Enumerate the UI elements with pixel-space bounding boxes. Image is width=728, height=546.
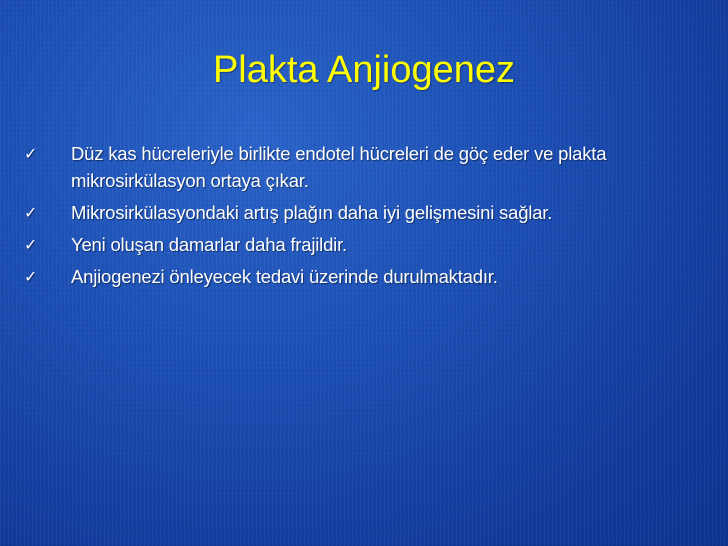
check-icon: ✓ [24,235,38,254]
bullet-text: Düz kas hücreleriyle birlikte endotel hücreleri de göç eder ve plakta mikrosirkülasyon ortaya çıkar. [71,143,607,191]
bullet-list [14,140,704,295]
check-icon: ✓ [24,267,38,286]
bullet-item [14,199,704,226]
bullet-item [14,140,704,194]
bullet-text: Yeni oluşan damarlar daha frajildir. [71,234,347,255]
bullet-item [14,231,704,258]
check-icon: ✓ [24,144,38,163]
check-icon: ✓ [24,203,38,222]
bullet-item [14,263,704,290]
bullet-text: Mikrosirkülasyondaki artış plağın daha iyi gelişmesini sağlar. [71,202,553,223]
bullet-text: Anjiogenezi önleyecek tedavi üzerinde durulmaktadır. [71,266,498,287]
slide-title: Plakta Anjiogenez [212,49,516,91]
